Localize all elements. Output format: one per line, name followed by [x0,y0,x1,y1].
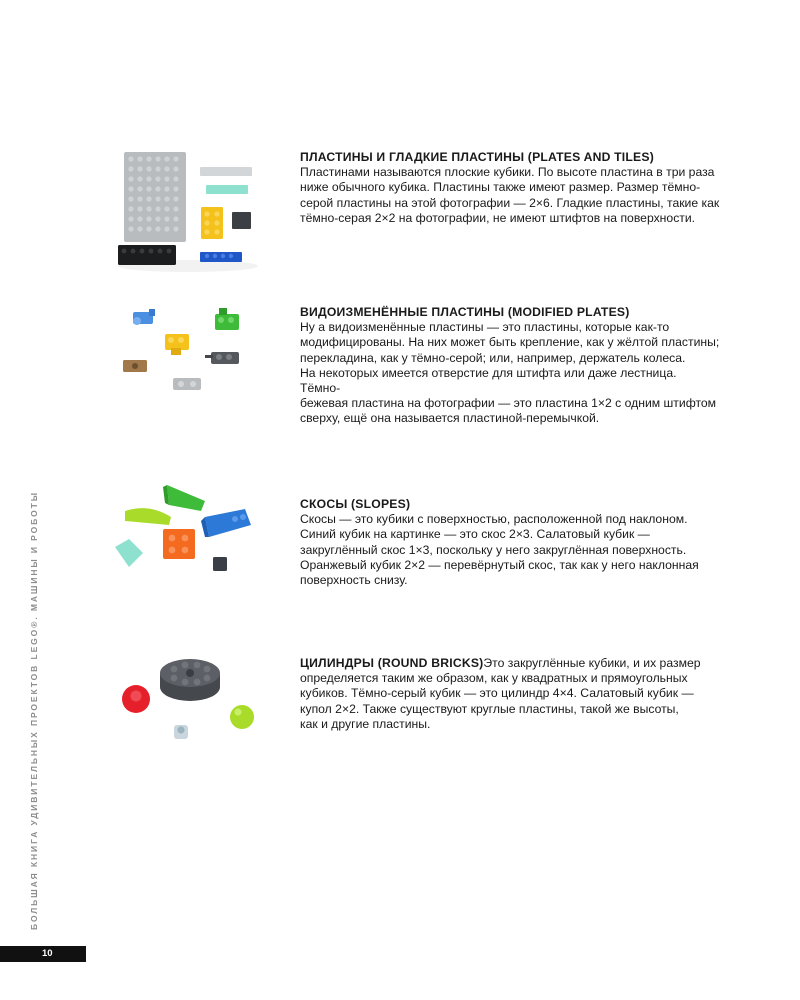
modified-plates-section [300,305,720,427]
modified-plates-title: ВИДОИЗМЕНЁННЫЕ ПЛАСТИНЫ (MODIFIED PLATES) [300,305,630,319]
slopes-title: СКОСЫ (SLOPES) [300,497,411,511]
plates-title: ПЛАСТИНЫ И ГЛАДКИЕ ПЛАСТИНЫ (PLATES AND TILES) [300,150,654,164]
round-bricks-line-3: кубиков. Тёмно-серый кубик — это цилиндр 4×4. Салатовый кубик — [300,686,694,701]
round-bricks-line-1: Это закруглённые кубики, и их размер [483,656,701,670]
aqua-tile [206,185,248,194]
round-bricks-line-5: как и другие пластины. [300,716,431,731]
yellow-clip-plate [165,334,189,350]
lime-dome [230,705,254,729]
round-bricks-title: ЦИЛИНДРЫ (ROUND BRICKS) [300,656,484,670]
modified-plates-line-6: сверху, ещё она называется пластиной-перемычкой. [300,411,600,426]
modified-plates-line-5: бежевая пластина на фотографии — это пластина 1×2 с одним штифтом [300,396,717,411]
plates-line-4: тёмно-серая 2×2 на фотографии, не имеют штифтов на поверхности. [300,210,696,225]
yellow-plate [201,207,223,239]
round-bricks-line-4: купол 2×2. Также существуют круглые пластины, такой же высоты, [300,701,679,716]
lime-curved-slope [125,508,171,525]
plates-line-2: ниже обычного кубика. Пластины также имеют размер. Размер тёмно- [300,180,701,195]
slopes-line-5: поверхность снизу. [300,573,408,588]
modified-plates-line-4: На некоторых имеется отверстие для штифта или даже лестница. Тёмно- [300,365,677,396]
page-number: 10 [0,946,86,962]
plates-section [300,150,720,226]
round-bricks-section [300,656,720,732]
plates-and-tiles-photo [108,140,268,275]
green-clip-plate [215,314,239,330]
blue-slope [205,509,251,537]
round-bricks-line-2: определяется таким же образом, как у квадратных и прямоугольных [300,671,688,686]
light-gray-tile [200,167,252,176]
orange-inverted-slope [163,529,195,559]
green-slope [167,485,205,511]
aqua-slope [115,539,143,567]
slopes-line-4: Оранжевый кубик 2×2 — перевёрнутый скос, так как у него наклонная [300,557,699,572]
book-title-sidebar: БОЛЬШАЯ КНИГА УДИВИТЕЛЬНЫХ ПРОЕКТОВ LEGO®. МАШИНЫ И РОБОТЫ [29,491,39,930]
slopes-section [300,497,720,588]
slopes-line-2: Синий кубик на картинке — это скос 2×3. Салатовый кубик — [300,527,650,542]
dark-gray-bar-plate [211,352,239,364]
slopes-line-3: закруглённый скос 1×3, поскольку у него закруглённая поверхность. [300,542,687,557]
modified-plates-line-2: модифицированы. На них может быть крепление, как у жёлтой пластины; [300,335,720,350]
dark-gray-tile [232,212,251,229]
slopes-photo [105,475,265,585]
modified-plates-photo [115,300,255,400]
modified-plates-line-3: перекладина, как у тёмно-серой; или, например, держатель колеса. [300,350,686,365]
dark-gray-small-slope [213,557,227,571]
plates-line-3: серой пластины на этой фотографии — 2×6. Гладкие пластины, такие как [300,195,720,210]
black-plate [118,245,176,265]
round-bricks-photo [108,645,268,750]
slopes-line-1: Скосы — это кубики с поверхностью, расположенной под наклоном. [300,512,688,527]
plates-line-1: Пластинами называются плоские кубики. По высоте пластина в три раза [300,165,715,180]
light-gray-plate-with-hole [173,378,201,390]
modified-plates-line-1: Ну а видоизменённые пластины — это пластины, которые как-то [300,320,670,335]
